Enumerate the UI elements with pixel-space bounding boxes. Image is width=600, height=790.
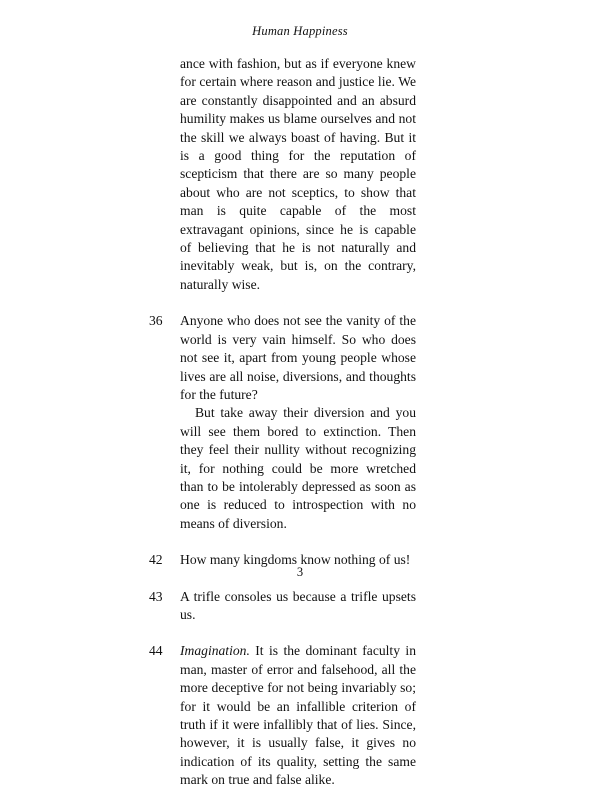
page-number: 3 <box>296 565 304 579</box>
paragraph: But take away their diversion and you will see them bored to extinction. Then they feel their nullity without recognizing it, for nothing could be more wretched than to be intolerably depressed as soon as one is reduced to introspection with no means of diversion. <box>180 405 416 531</box>
paragraph-text: How many kingdoms know nothing of us! <box>180 552 411 568</box>
paragraph <box>149 588 416 625</box>
running-head: Human Happiness <box>252 24 348 38</box>
fragment-43 <box>149 588 416 625</box>
paragraph <box>149 642 416 789</box>
paragraph: ance with fashion, but as if everyone knew for certain where reason and justice lie. We are constantly disappointed and an absurd humility makes us blame ourselves and not the skill we always boast of having. But it is a good thing for the reputation of scepticism that there are so many people about who are not sceptics, to show that man is quite capable of the most extravagant opinions, since he is capable of believing that he is not naturally and inevitably weak, but is, on the contrary, naturally wise. <box>180 56 416 292</box>
fragment-number: 36 <box>149 313 163 329</box>
fragment-number: 42 <box>149 552 163 568</box>
paragraph-text: Anyone who does not see the vanity of the world is very vain himself. So who does not see it, apart from young people whose lives are all noise, diversions, and thoughts for the future? <box>180 313 416 402</box>
paragraph-text: It is the dominant faculty in man, master of error and falsehood, all the more deceptive for not being invariably so; for it would be an infallible criterion of truth if it were infallibly that of lies. Since, however, it is usually false, it gives no indication of its quality, setting the same mark on true and false alike. <box>180 643 416 788</box>
fragment-36 <box>149 312 416 533</box>
fragment-number: 43 <box>149 588 163 604</box>
fragment-lead-in: Imagination. <box>180 643 250 659</box>
paragraph-text: A trifle consoles us because a trifle upsets us. <box>180 588 416 622</box>
fragment-44 <box>149 642 416 789</box>
fragment-continuation <box>180 55 416 294</box>
fragment-number: 44 <box>149 643 163 659</box>
paragraph <box>149 312 416 404</box>
text-block <box>149 55 416 790</box>
